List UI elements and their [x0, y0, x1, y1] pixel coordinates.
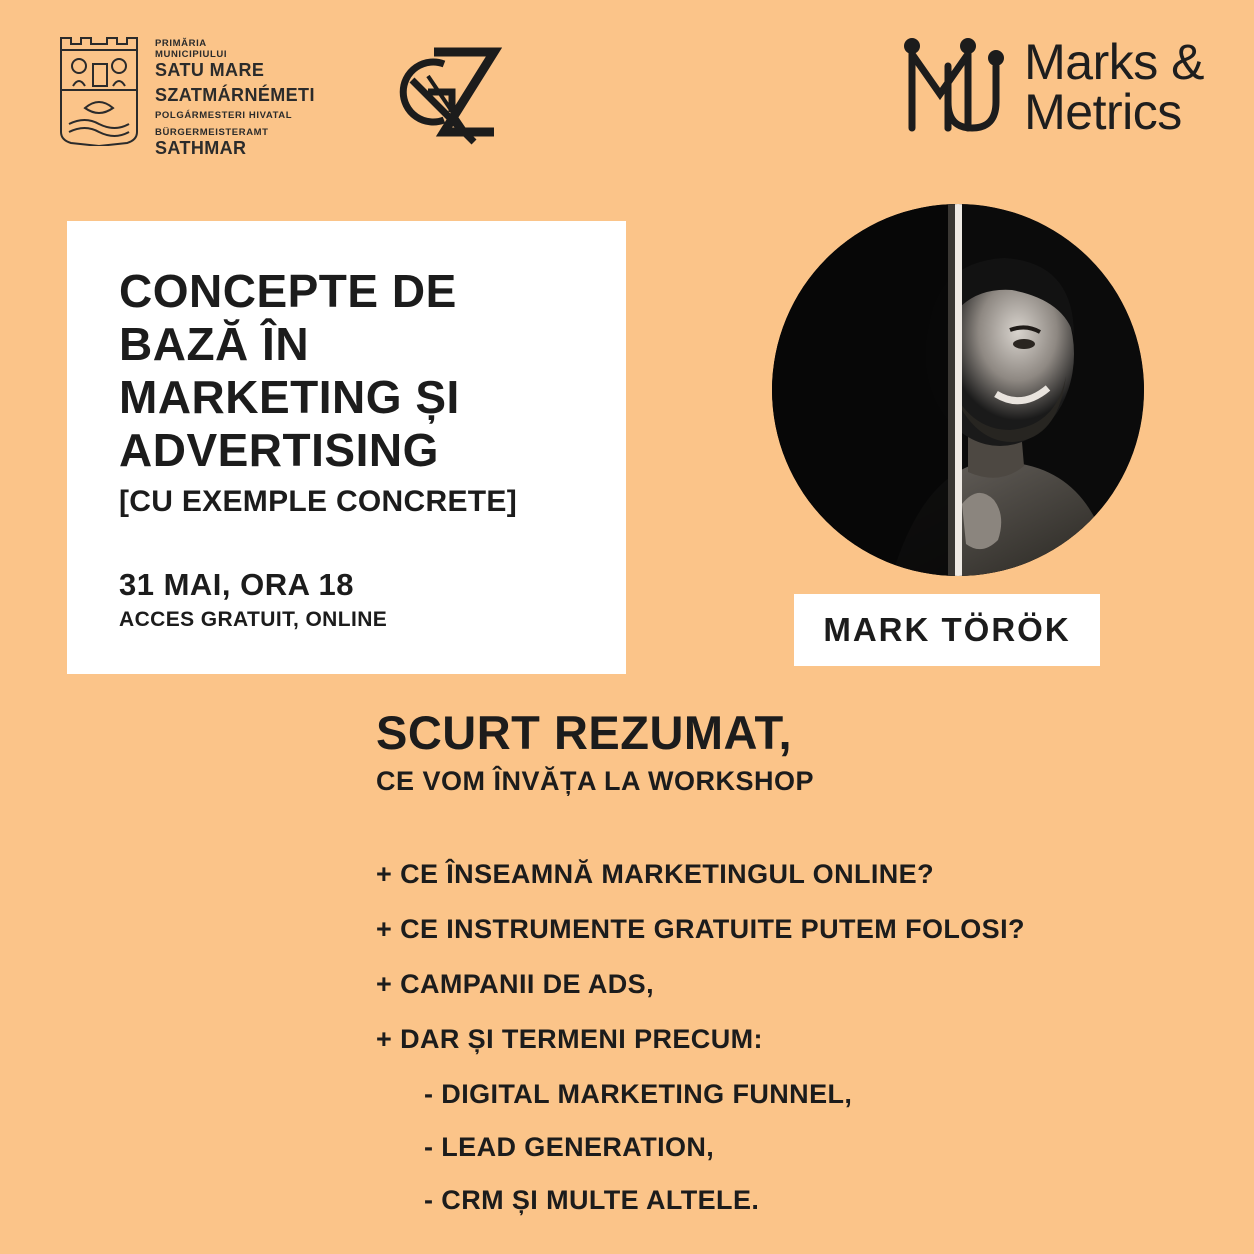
- speaker-name-box: [794, 594, 1100, 666]
- event-date: 31 MAI, ORA 18: [119, 567, 354, 602]
- event-title: CONCEPTE DE BAZĂ ÎN MARKETING ȘI ADVERTISING: [119, 265, 460, 476]
- list-item: + CE ÎNSEAMNĂ MARKETINGUL ONLINE?: [376, 859, 934, 889]
- list-item: - DIGITAL MARKETING FUNNEL,: [424, 1079, 853, 1109]
- header-logos: [0, 0, 1254, 185]
- city-line-2: MUNICIPIULUI: [155, 49, 228, 60]
- city-line-7: SATHMAR: [155, 138, 247, 158]
- speaker-name: MARK TÖRÖK: [823, 611, 1071, 648]
- summary-title: SCURT REZUMAT,: [376, 706, 793, 759]
- event-title-card: [67, 221, 626, 674]
- list-item: + CAMPANII DE ADS,: [376, 969, 654, 999]
- gz-logo-icon: [382, 46, 502, 146]
- marks-wordmark-line2: Metrics: [1024, 84, 1182, 140]
- event-access: ACCES GRATUIT, ONLINE: [119, 608, 388, 631]
- satu-mare-city-logo: [55, 28, 315, 163]
- marks-wordmark: [1024, 34, 1204, 140]
- speaker-photo: [772, 204, 1144, 576]
- summary-list: [376, 859, 1216, 1216]
- city-logo-text: [155, 28, 315, 163]
- marks-and-metrics-logo: [902, 32, 1204, 142]
- city-line-3: SATU MARE: [155, 60, 265, 80]
- city-line-4: SZATMÁRNÉMETI: [155, 85, 315, 105]
- marks-monogram-icon: [902, 32, 1010, 142]
- marks-wordmark-line1: Marks &: [1024, 34, 1204, 90]
- city-crest-icon: [55, 28, 143, 146]
- list-item: + CE INSTRUMENTE GRATUITE PUTEM FOLOSI?: [376, 914, 1025, 944]
- speaker-block: [772, 204, 1144, 664]
- city-line-5: POLGÁRMESTERI HIVATAL: [155, 110, 293, 121]
- list-item: - CRM ȘI MULTE ALTELE.: [424, 1185, 760, 1215]
- list-item: - LEAD GENERATION,: [424, 1132, 715, 1162]
- summary-subtitle: CE VOM ÎNVĂȚA LA WORKSHOP: [376, 766, 815, 796]
- city-line-6: BÜRGERMEISTERAMT: [155, 127, 269, 138]
- list-item: + DAR ȘI TERMENI PRECUM:: [376, 1024, 763, 1054]
- city-line-1: PRIMĂRIA: [155, 38, 207, 49]
- summary-section: [376, 706, 1216, 1238]
- event-subtitle: [CU EXEMPLE CONCRETE]: [119, 485, 517, 518]
